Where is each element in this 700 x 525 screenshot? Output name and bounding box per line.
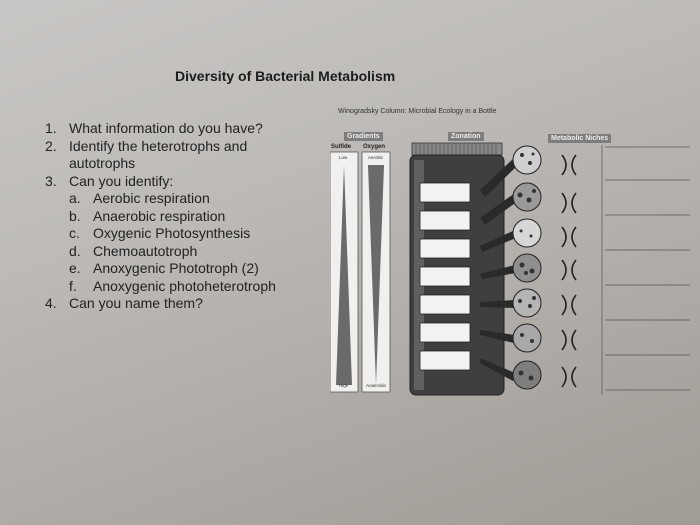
subitem-text: Aerobic respiration — [93, 190, 210, 206]
subitem-e — [45, 260, 325, 278]
zone-blank — [420, 239, 470, 258]
subitem-c — [45, 225, 325, 243]
subitem-letter: c. — [69, 225, 80, 241]
subitem-text: Anoxygenic Phototroph (2) — [93, 260, 259, 276]
question-text: Can you name them? — [69, 295, 203, 311]
anaerobic-label: Anaerobic — [366, 383, 387, 388]
high-label: High — [339, 383, 349, 388]
answer-lines — [602, 145, 690, 395]
subitem-text: Anaerobic respiration — [93, 207, 226, 224]
question-4 — [45, 295, 325, 313]
subitem-letter: f. — [69, 277, 77, 294]
microbe-circles — [513, 146, 541, 389]
subitem-a — [45, 190, 325, 208]
zone-blank — [420, 211, 470, 230]
winogradsky-figure — [330, 105, 695, 425]
figure-graphic — [330, 105, 695, 425]
column-cap-ribs — [416, 144, 496, 154]
oxygen-label: Oxygen — [363, 144, 386, 150]
subitem-text: Oxygenic Photosynthesis — [93, 225, 251, 241]
zone-blank — [420, 351, 470, 370]
question-2 — [45, 138, 325, 156]
subitem-text: Chemoautotroph — [93, 242, 198, 259]
metabolic-niches-header: Metabolic Niches — [548, 134, 611, 143]
column-cap — [412, 143, 502, 155]
subitem-letter: b. — [69, 207, 81, 224]
subitem-letter: e. — [69, 260, 81, 276]
low-label: Low — [339, 155, 348, 160]
question-number: 3. — [45, 172, 57, 189]
zone-blank — [420, 267, 470, 286]
subitem-f — [45, 278, 325, 296]
sulfide-label: Sulfide — [331, 144, 352, 150]
question-text: What information do you have? — [69, 120, 263, 136]
subitem-d — [45, 243, 325, 261]
figure-title: Winogradsky Column: Microbial Ecology in a Bottle — [338, 108, 497, 115]
question-2-continued: autotrophs — [69, 155, 136, 171]
subitem-letter: a. — [69, 190, 81, 206]
question-number: 4. — [45, 295, 57, 311]
zonation-header: Zonation — [448, 132, 484, 141]
gradients-header: Gradients — [344, 132, 383, 141]
aerobic-label: Aerobic — [368, 155, 384, 160]
subitem-letter: d. — [69, 242, 81, 259]
question-text: Can you identify: — [69, 172, 174, 189]
question-list — [45, 120, 325, 313]
subitem-text: Anoxygenic photoheterotroph — [93, 277, 276, 294]
zone-label-blanks — [420, 183, 470, 370]
question-number: 1. — [45, 120, 57, 136]
question-1 — [45, 120, 325, 138]
question-3 — [45, 173, 325, 191]
question-number: 2. — [45, 137, 57, 154]
zone-blank — [420, 295, 470, 314]
page-title: Diversity of Bacterial Metabolism — [175, 68, 396, 84]
subitem-b — [45, 208, 325, 226]
zone-blank — [420, 183, 470, 202]
zone-blank — [420, 323, 470, 342]
question-text: Identify the heterotrophs and — [69, 137, 248, 154]
metabolic-cycle-arrows — [562, 155, 576, 387]
